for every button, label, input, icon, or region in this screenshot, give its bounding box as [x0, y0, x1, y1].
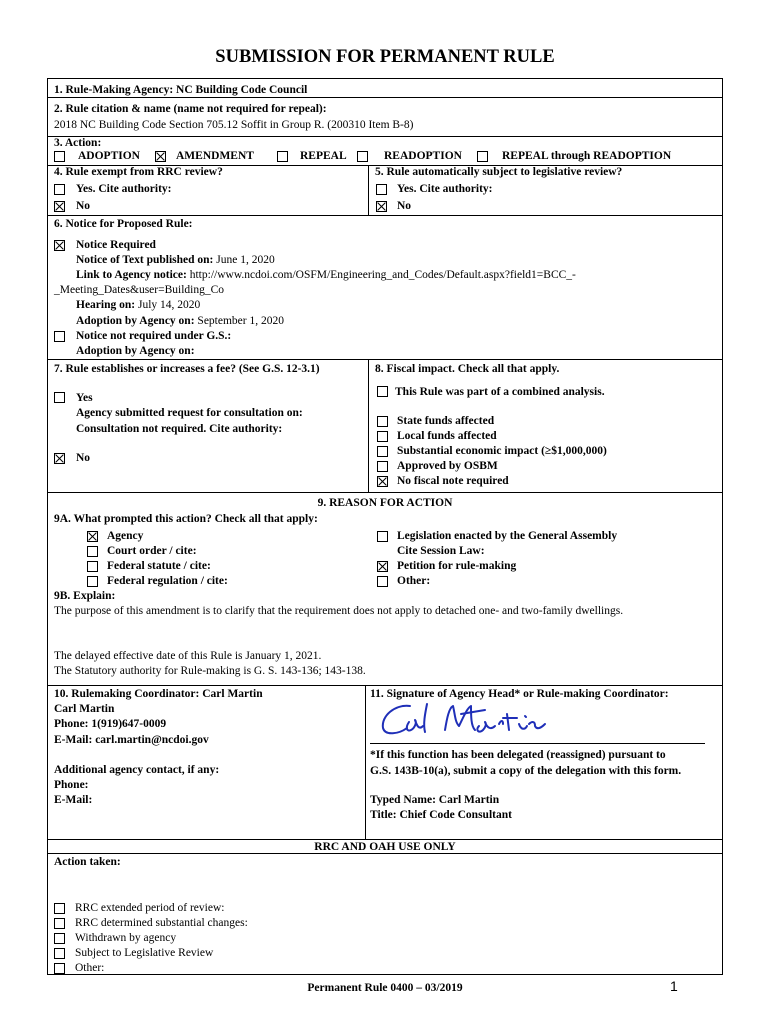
- typed-name: Typed Name: Carl Martin: [370, 794, 500, 806]
- reason-heading: 9. REASON FOR ACTION: [317, 497, 453, 509]
- state-funds-checkbox[interactable]: [377, 416, 388, 427]
- readoption-checkbox[interactable]: [357, 151, 368, 162]
- hearing-line: [76, 298, 200, 312]
- adoption-date-label-2: Adoption by Agency on:: [76, 345, 195, 357]
- divider: [48, 136, 722, 137]
- signature-image: [375, 700, 565, 740]
- rrc-exempt-yes-checkbox[interactable]: [54, 184, 65, 195]
- substantial-impact-checkbox[interactable]: [377, 446, 388, 457]
- withdrawn: Withdrawn by agency: [75, 932, 177, 944]
- fee-yes: Yes: [76, 392, 93, 404]
- signature-label: 11. Signature of Agency Head* or Rule-making Coordinator:: [370, 688, 669, 700]
- adoption-date-line: [76, 314, 284, 328]
- column-divider: [365, 685, 366, 839]
- adoption-option: ADOPTION: [78, 150, 140, 162]
- amendment-option: AMENDMENT: [176, 150, 254, 162]
- divider: [48, 685, 722, 686]
- rrc-extended-checkbox[interactable]: [54, 903, 65, 914]
- coordinator-email: E-Mail: carl.martin@ncdoi.gov: [54, 734, 209, 746]
- text-published-label: Notice of Text published on:: [76, 254, 214, 266]
- coordinator-label: 10. Rulemaking Coordinator: Carl Martin: [54, 688, 263, 700]
- legislative-review-subject: Subject to Legislative Review: [75, 947, 214, 959]
- hearing-value: July 14, 2020: [137, 299, 201, 311]
- amendment-checkbox[interactable]: [155, 151, 166, 162]
- repeal-option: REPEAL: [300, 150, 347, 162]
- additional-contact: Additional agency contact, if any:: [54, 764, 220, 776]
- divider: [48, 492, 722, 493]
- explain-text-3: The Statutory authority for Rule-making is G. S. 143-136; 143-138.: [54, 665, 366, 677]
- no-fiscal-note: No fiscal note required: [397, 475, 509, 487]
- rrc-exempt-yes: Yes. Cite authority:: [76, 183, 172, 195]
- legislative-review-no-checkbox[interactable]: [376, 201, 387, 212]
- legislative-review-no: No: [397, 200, 412, 212]
- rrc-other: Other:: [75, 962, 105, 974]
- agency-notice-link-cont[interactable]: _Meeting_Dates&user=Building_Co: [54, 284, 225, 296]
- fee-no: No: [76, 452, 91, 464]
- delegation-note-2: G.S. 143B-10(a), submit a copy of the delegation with this form.: [370, 765, 682, 777]
- petition: Petition for rule-making: [397, 560, 517, 572]
- additional-email: E-Mail:: [54, 794, 93, 806]
- coordinator-phone: Phone: 1(919)647-0009: [54, 718, 167, 730]
- no-fiscal-note-checkbox[interactable]: [377, 476, 388, 487]
- form-title: SUBMISSION FOR PERMANENT RULE: [215, 47, 555, 67]
- consultation-requested: Agency submitted request for consultation on:: [76, 407, 303, 419]
- notice-not-required: Notice not required under G.S.:: [76, 330, 232, 342]
- adoption-checkbox[interactable]: [54, 151, 65, 162]
- explain-text-1: The purpose of this amendment is to clarify that the requirement does not apply to detached one- and two-family dwellings.: [54, 605, 624, 617]
- local-funds: Local funds affected: [397, 430, 497, 442]
- explain-text-2: The delayed effective date of this Rule is January 1, 2021.: [54, 650, 322, 662]
- legislative-review-yes-checkbox[interactable]: [376, 184, 387, 195]
- signer-title: Title: Chief Code Consultant: [370, 809, 512, 821]
- rrc-extended: RRC extended period of review:: [75, 902, 225, 914]
- federal-statute-checkbox[interactable]: [87, 561, 98, 572]
- agency-notice-link-label: Link to Agency notice:: [76, 269, 187, 281]
- rrc-exempt-no: No: [76, 200, 91, 212]
- notice-required-checkbox[interactable]: [54, 240, 65, 251]
- federal-statute: Federal statute / cite:: [107, 560, 211, 572]
- legislation: Legislation enacted by the General Assembly: [397, 530, 618, 542]
- legislative-review-yes: Yes. Cite authority:: [397, 183, 493, 195]
- fee-no-checkbox[interactable]: [54, 453, 65, 464]
- text-published-value: June 1, 2020: [216, 254, 275, 266]
- readoption-option: READOPTION: [384, 150, 462, 162]
- local-funds-checkbox[interactable]: [377, 431, 388, 442]
- other-reason: Other:: [397, 575, 431, 587]
- fee-yes-checkbox[interactable]: [54, 392, 65, 403]
- legislative-review-label: 5. Rule automatically subject to legislative review?: [375, 166, 623, 178]
- delegation-note-1: *If this function has been delegated (reassigned) pursuant to: [370, 749, 666, 761]
- state-funds: State funds affected: [397, 415, 495, 427]
- page-number: 1: [670, 978, 678, 994]
- repeal-through-readoption-option: REPEAL through READOPTION: [502, 150, 672, 162]
- notice-not-required-checkbox[interactable]: [54, 331, 65, 342]
- rrc-heading: RRC AND OAH USE ONLY: [314, 841, 456, 853]
- agency-prompt: Agency: [107, 530, 144, 542]
- rrc-other-checkbox[interactable]: [54, 963, 65, 974]
- divider: [48, 215, 722, 216]
- legislative-review-subject-checkbox[interactable]: [54, 948, 65, 959]
- adoption-date-label: Adoption by Agency on:: [76, 315, 195, 327]
- adoption-date-value: September 1, 2020: [197, 315, 284, 327]
- rrc-exempt-label: 4. Rule exempt from RRC review?: [54, 166, 223, 178]
- action-taken-label: Action taken:: [54, 856, 121, 868]
- hearing-label: Hearing on:: [76, 299, 136, 311]
- divider: [48, 97, 722, 98]
- column-divider: [368, 359, 369, 492]
- fee-label: 7. Rule establishes or increases a fee? (See G.S. 12-3.1): [54, 363, 320, 375]
- federal-regulation: Federal regulation / cite:: [107, 575, 228, 587]
- repeal-through-readoption-checkbox[interactable]: [477, 151, 488, 162]
- agency-notice-link-line: [76, 268, 576, 282]
- rrc-substantial: RRC determined substantial changes:: [75, 917, 248, 929]
- rrc-exempt-no-checkbox[interactable]: [54, 201, 65, 212]
- substantial-impact: Substantial economic impact (≥$1,000,000): [397, 445, 607, 457]
- text-published-line: [76, 253, 275, 267]
- osbm-approved: Approved by OSBM: [397, 460, 498, 472]
- legislation-checkbox[interactable]: [377, 531, 388, 542]
- rule-citation-label: 2. Rule citation & name (name not required for repeal):: [54, 103, 327, 115]
- court-order: Court order / cite:: [107, 545, 197, 557]
- signature-line: [370, 743, 705, 744]
- osbm-checkbox[interactable]: [377, 461, 388, 472]
- repeal-checkbox[interactable]: [277, 151, 288, 162]
- additional-phone: Phone:: [54, 779, 89, 791]
- prompted-label: 9A. What prompted this action? Check all that apply:: [54, 513, 318, 525]
- coordinator-name: Carl Martin: [54, 703, 115, 715]
- session-law: Cite Session Law:: [397, 545, 485, 557]
- court-order-checkbox[interactable]: [87, 546, 98, 557]
- rrc-substantial-checkbox[interactable]: [54, 918, 65, 929]
- notice-required: Notice Required: [76, 239, 156, 251]
- agency-prompt-checkbox[interactable]: [87, 531, 98, 542]
- combined-analysis: This Rule was part of a combined analysis.: [395, 386, 605, 398]
- form-footer: Permanent Rule 0400 – 03/2019: [307, 982, 463, 994]
- column-divider: [368, 165, 369, 215]
- divider: [48, 359, 722, 360]
- combined-analysis-checkbox[interactable]: [377, 386, 388, 397]
- withdrawn-checkbox[interactable]: [54, 933, 65, 944]
- rule-citation-value: 2018 NC Building Code Section 705.12 Soffit in Group R. (200310 Item B-8): [54, 119, 414, 131]
- federal-regulation-checkbox[interactable]: [87, 576, 98, 587]
- fiscal-impact-label: 8. Fiscal impact. Check all that apply.: [375, 363, 560, 375]
- action-label: 3. Action:: [54, 137, 102, 149]
- other-reason-checkbox[interactable]: [377, 576, 388, 587]
- explain-label: 9B. Explain:: [54, 590, 116, 602]
- agency-label: 1. Rule-Making Agency: NC Building Code Council: [54, 84, 308, 96]
- agency-notice-link[interactable]: http://www.ncdoi.com/OSFM/Engineering_and_Codes/Default.aspx?field1=BCC_-: [189, 269, 576, 281]
- petition-checkbox[interactable]: [377, 561, 388, 572]
- notice-label: 6. Notice for Proposed Rule:: [54, 218, 193, 230]
- consultation-not-required: Consultation not required. Cite authority:: [76, 423, 283, 435]
